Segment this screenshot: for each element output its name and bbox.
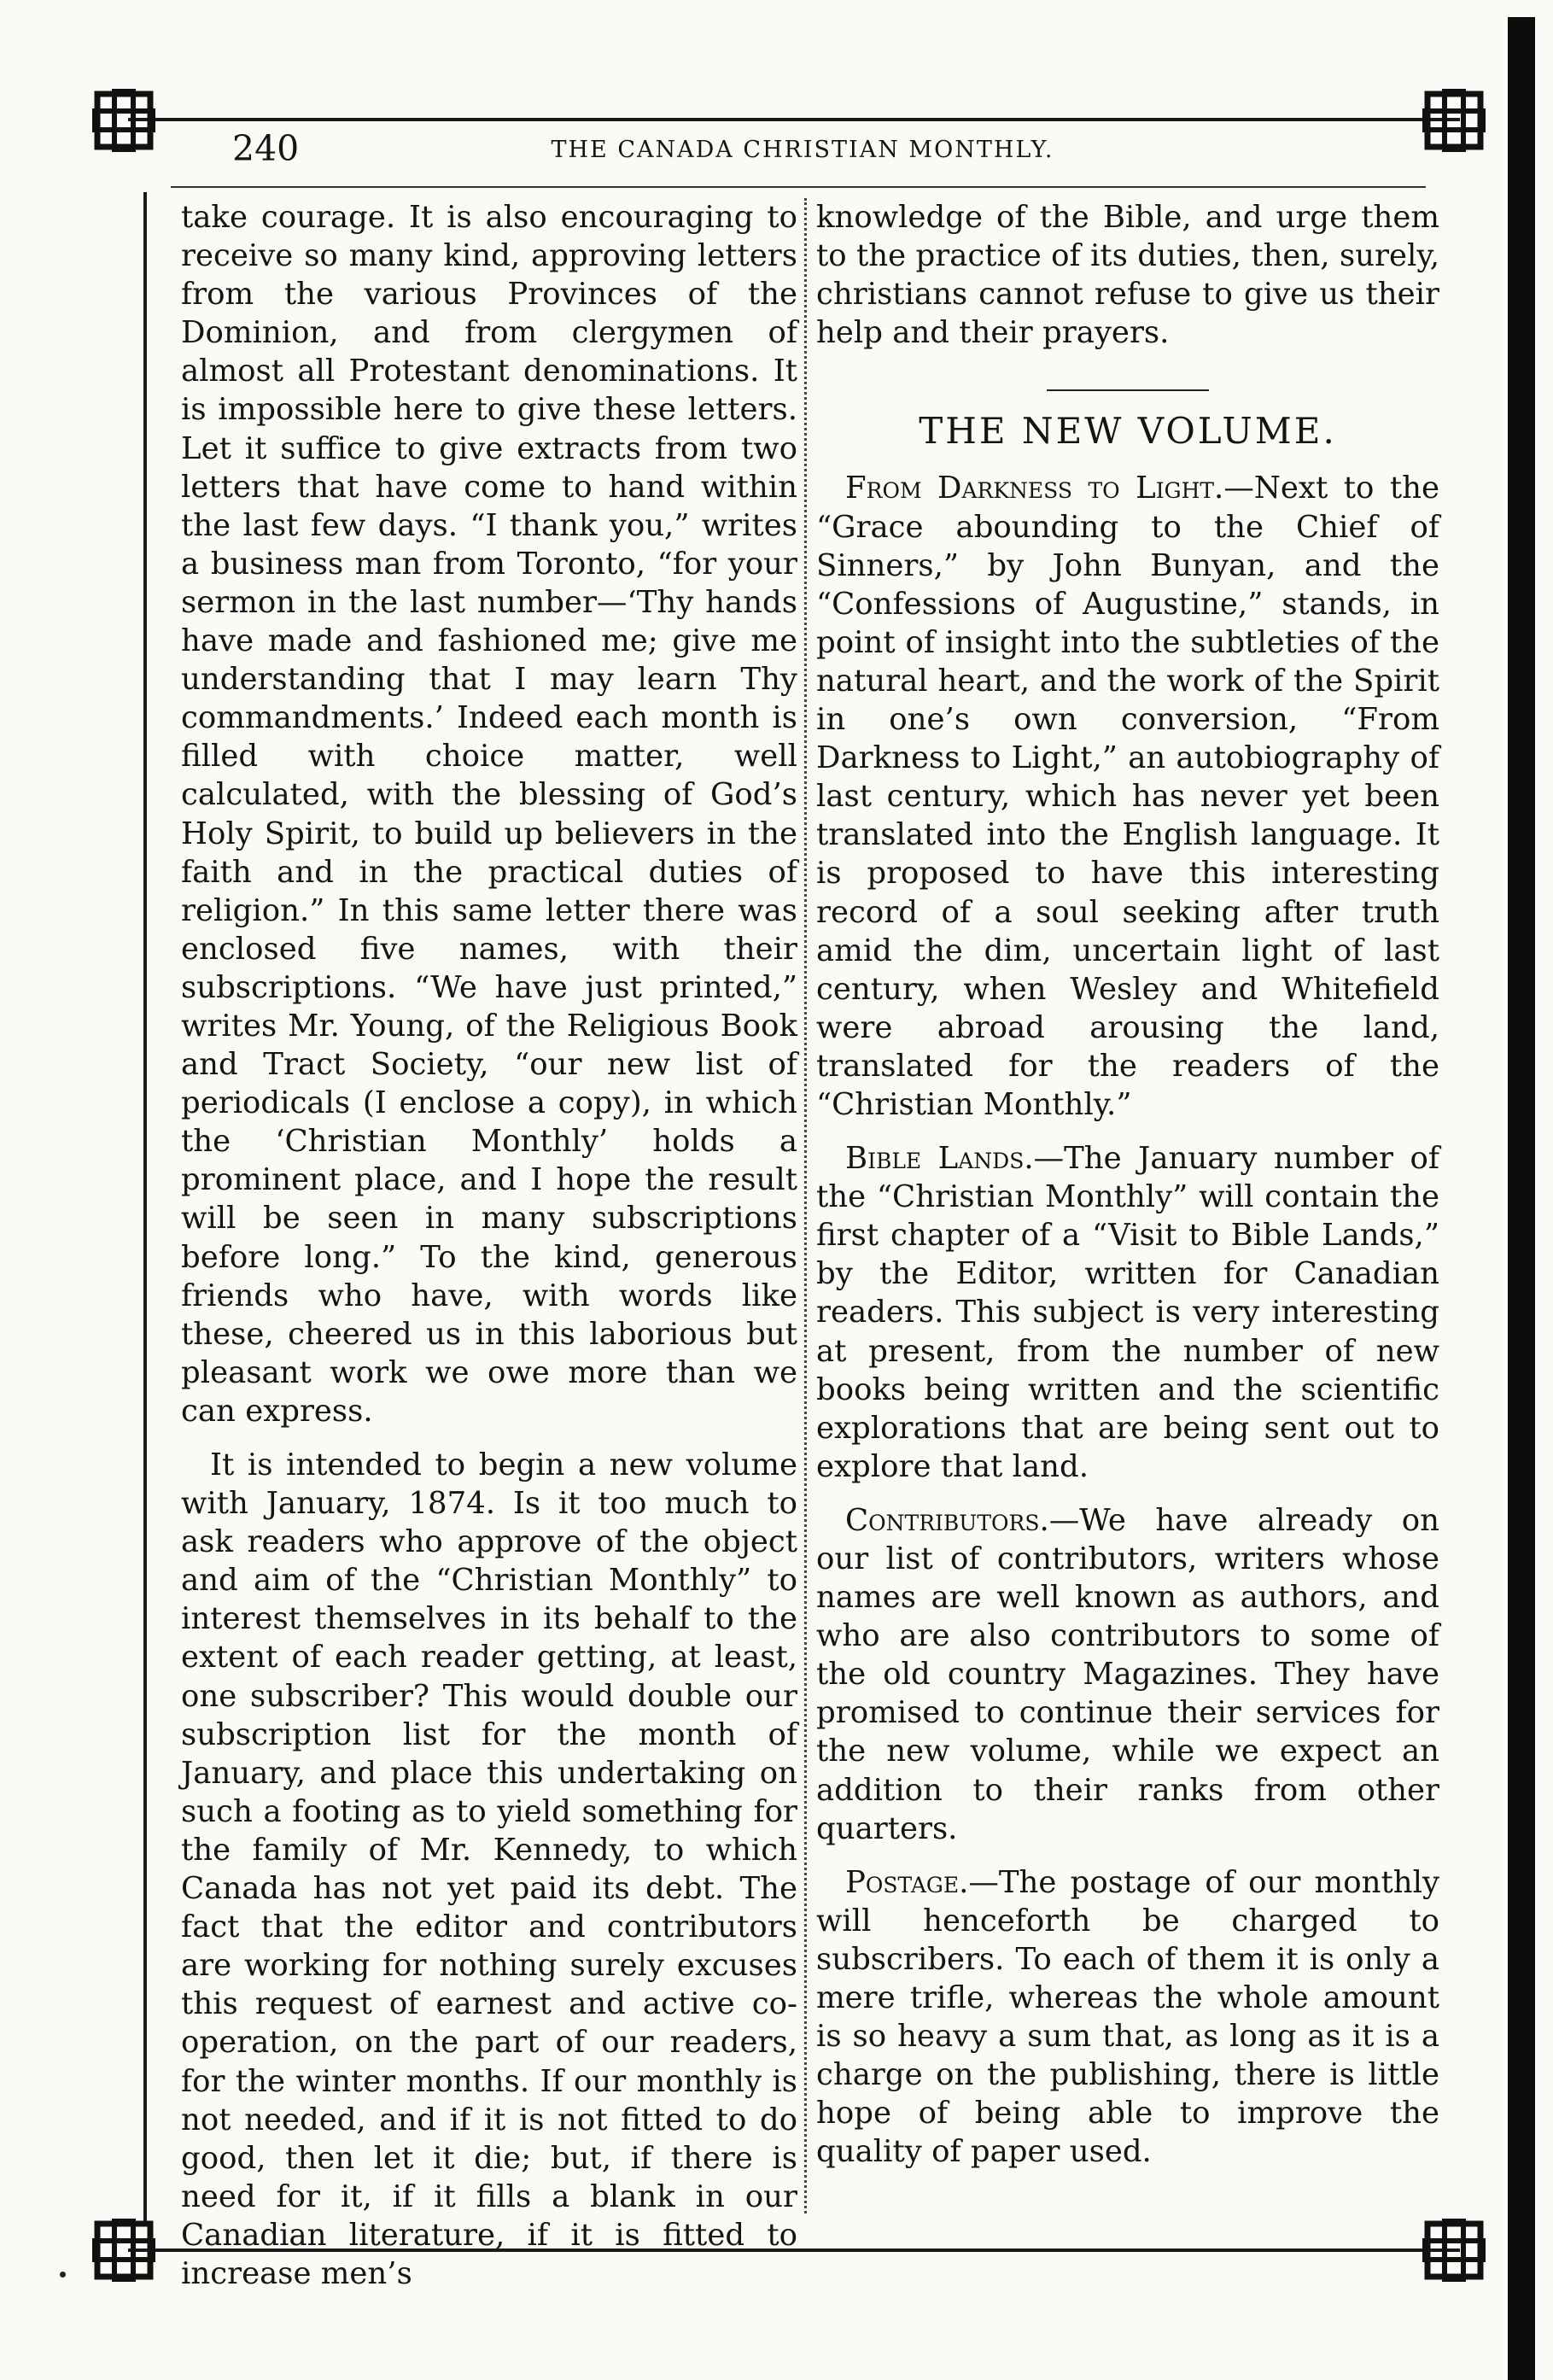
section-divider — [1047, 389, 1209, 391]
paragraph-new-volume-appeal: It is intended to begin a new volume with January, 1874. Is it too much to ask readers who approve of the object and aim of the “Christian Monthly” to interest themselves in its behalf to the extent of each reader getting, at least, one subscriber? This would double our subscription list for the month of January, and place this undertaking on such a footing as to yield something for the family of Mr. Kennedy, to which Canada has not yet paid its debt. The fact that the editor and contributors are working for nothing surely excuses this request of earnest and active co-operation, on the part of our readers, for the winter months. If our monthly is not needed, and if it is not fitted to do good, then let it die; but, if there is need for it, if it fills a blank in our Canadian literature, if it is fitted to increase men’s — [181, 1447, 797, 2291]
corner-ornament-icon — [92, 2219, 155, 2282]
item-bible-lands — [816, 1139, 1439, 1486]
journal-title: THE CANADA CHRISTIAN MONTHLY. — [551, 137, 1054, 163]
item-heading: Bible Lands. — [845, 1141, 1034, 1177]
paragraph-letters: take courage. It is also encouraging to receive so many kind, approving letters from the various Provinces of the Dominion, and from clergymen of almost all Protestant denominations. It is impossible here to give these letters. Let it suffice to give extracts from two letters that have come to hand within the last few days. “I thank you,” writes a business man from Toronto, “for your sermon in the last number—‘Thy hands have made and fashioned me; give me understanding that I may learn Thy commandments.’ Indeed each month is filled with choice matter, well calculated, with the blessing of God’s Holy Spirit, to build up believers in the faith and in the practical duties of religion.” In this same letter there was enclosed five names, with their subscriptions. “We have just printed,” writes Mr. Young, of the Religious Book and Tract Society, “our new list of periodicals (I enclose a copy), in which the ‘Christian Monthly’ holds a prominent place, and I hope the result will be seen in many subscriptions before long.” To the kind, generous friends who have, with words like these, cheered us in this laborious but pleasant work we owe more than we can express. — [181, 200, 797, 1429]
ink-speck — [60, 2272, 66, 2278]
item-darkness-to-light — [816, 469, 1439, 1124]
section-title: THE NEW VOLUME. — [919, 410, 1337, 453]
item-heading: Postage. — [845, 1864, 969, 1900]
left-border-rule — [143, 192, 147, 2225]
item-body: —The postage of our monthly will henceforth be charged to subscribers. To each of them it is only a mere trifle, whereas the whole amount is so heavy a sum that, as long as it is a charge on the publishing, there is little hope of being able to improve the quality of paper used. — [816, 1864, 1439, 2170]
item-contributors — [816, 1501, 1439, 1848]
item-body: —The January number of the “Christian Monthly” will contain the first chapter of a “Visit to Bible Lands,” by the Editor, written for Canadian readers. This subject is very interesting at present, from the number of new books being written and the scientific explorations that are being sent out to explore that land. — [816, 1141, 1439, 1484]
page-number: 240 — [232, 128, 300, 169]
item-body: —We have already on our list of contributors, writers whose names are well known as authors, and who are also contributors to some of the old country Magazines. They have promised to continue their services for the new volume, while we expect an addition to their ranks from other quarters. — [816, 1502, 1439, 1846]
top-border-rule — [128, 118, 1460, 121]
item-heading: From Darkness to Light. — [845, 471, 1224, 506]
header-rule — [171, 186, 1426, 188]
column-divider — [804, 198, 807, 2213]
left-column — [181, 198, 797, 2293]
paragraph-continued: knowledge of the Bible, and urge them to the practice of its duties, then, surely, christians cannot refuse to give us their help and their prayers. — [816, 200, 1439, 351]
item-heading: Contributors. — [845, 1502, 1049, 1538]
item-postage — [816, 1863, 1439, 2172]
running-head — [154, 128, 1451, 174]
corner-ornament-icon — [1422, 2219, 1486, 2282]
item-body: —Next to the “Grace abounding to the Chief of Sinners,” by John Bunyan, and the “Confessions of Augustine,” stands, in point of insight into the subtleties of the natural heart, and the work of the Spirit in one’s own conversion, “From Darkness to Light,” an autobiography of last century, which has never yet been translated into the English language. It is proposed to have this interesting record of a soul seeking after truth amid the dim, uncertain light of last century, when Wesley and Whitefield were abroad arousing the land, translated for the readers of the “Christian Monthly.” — [816, 471, 1439, 1122]
right-column — [816, 198, 1439, 2172]
binding-shadow — [1508, 17, 1535, 2380]
corner-ornament-icon — [92, 89, 155, 152]
